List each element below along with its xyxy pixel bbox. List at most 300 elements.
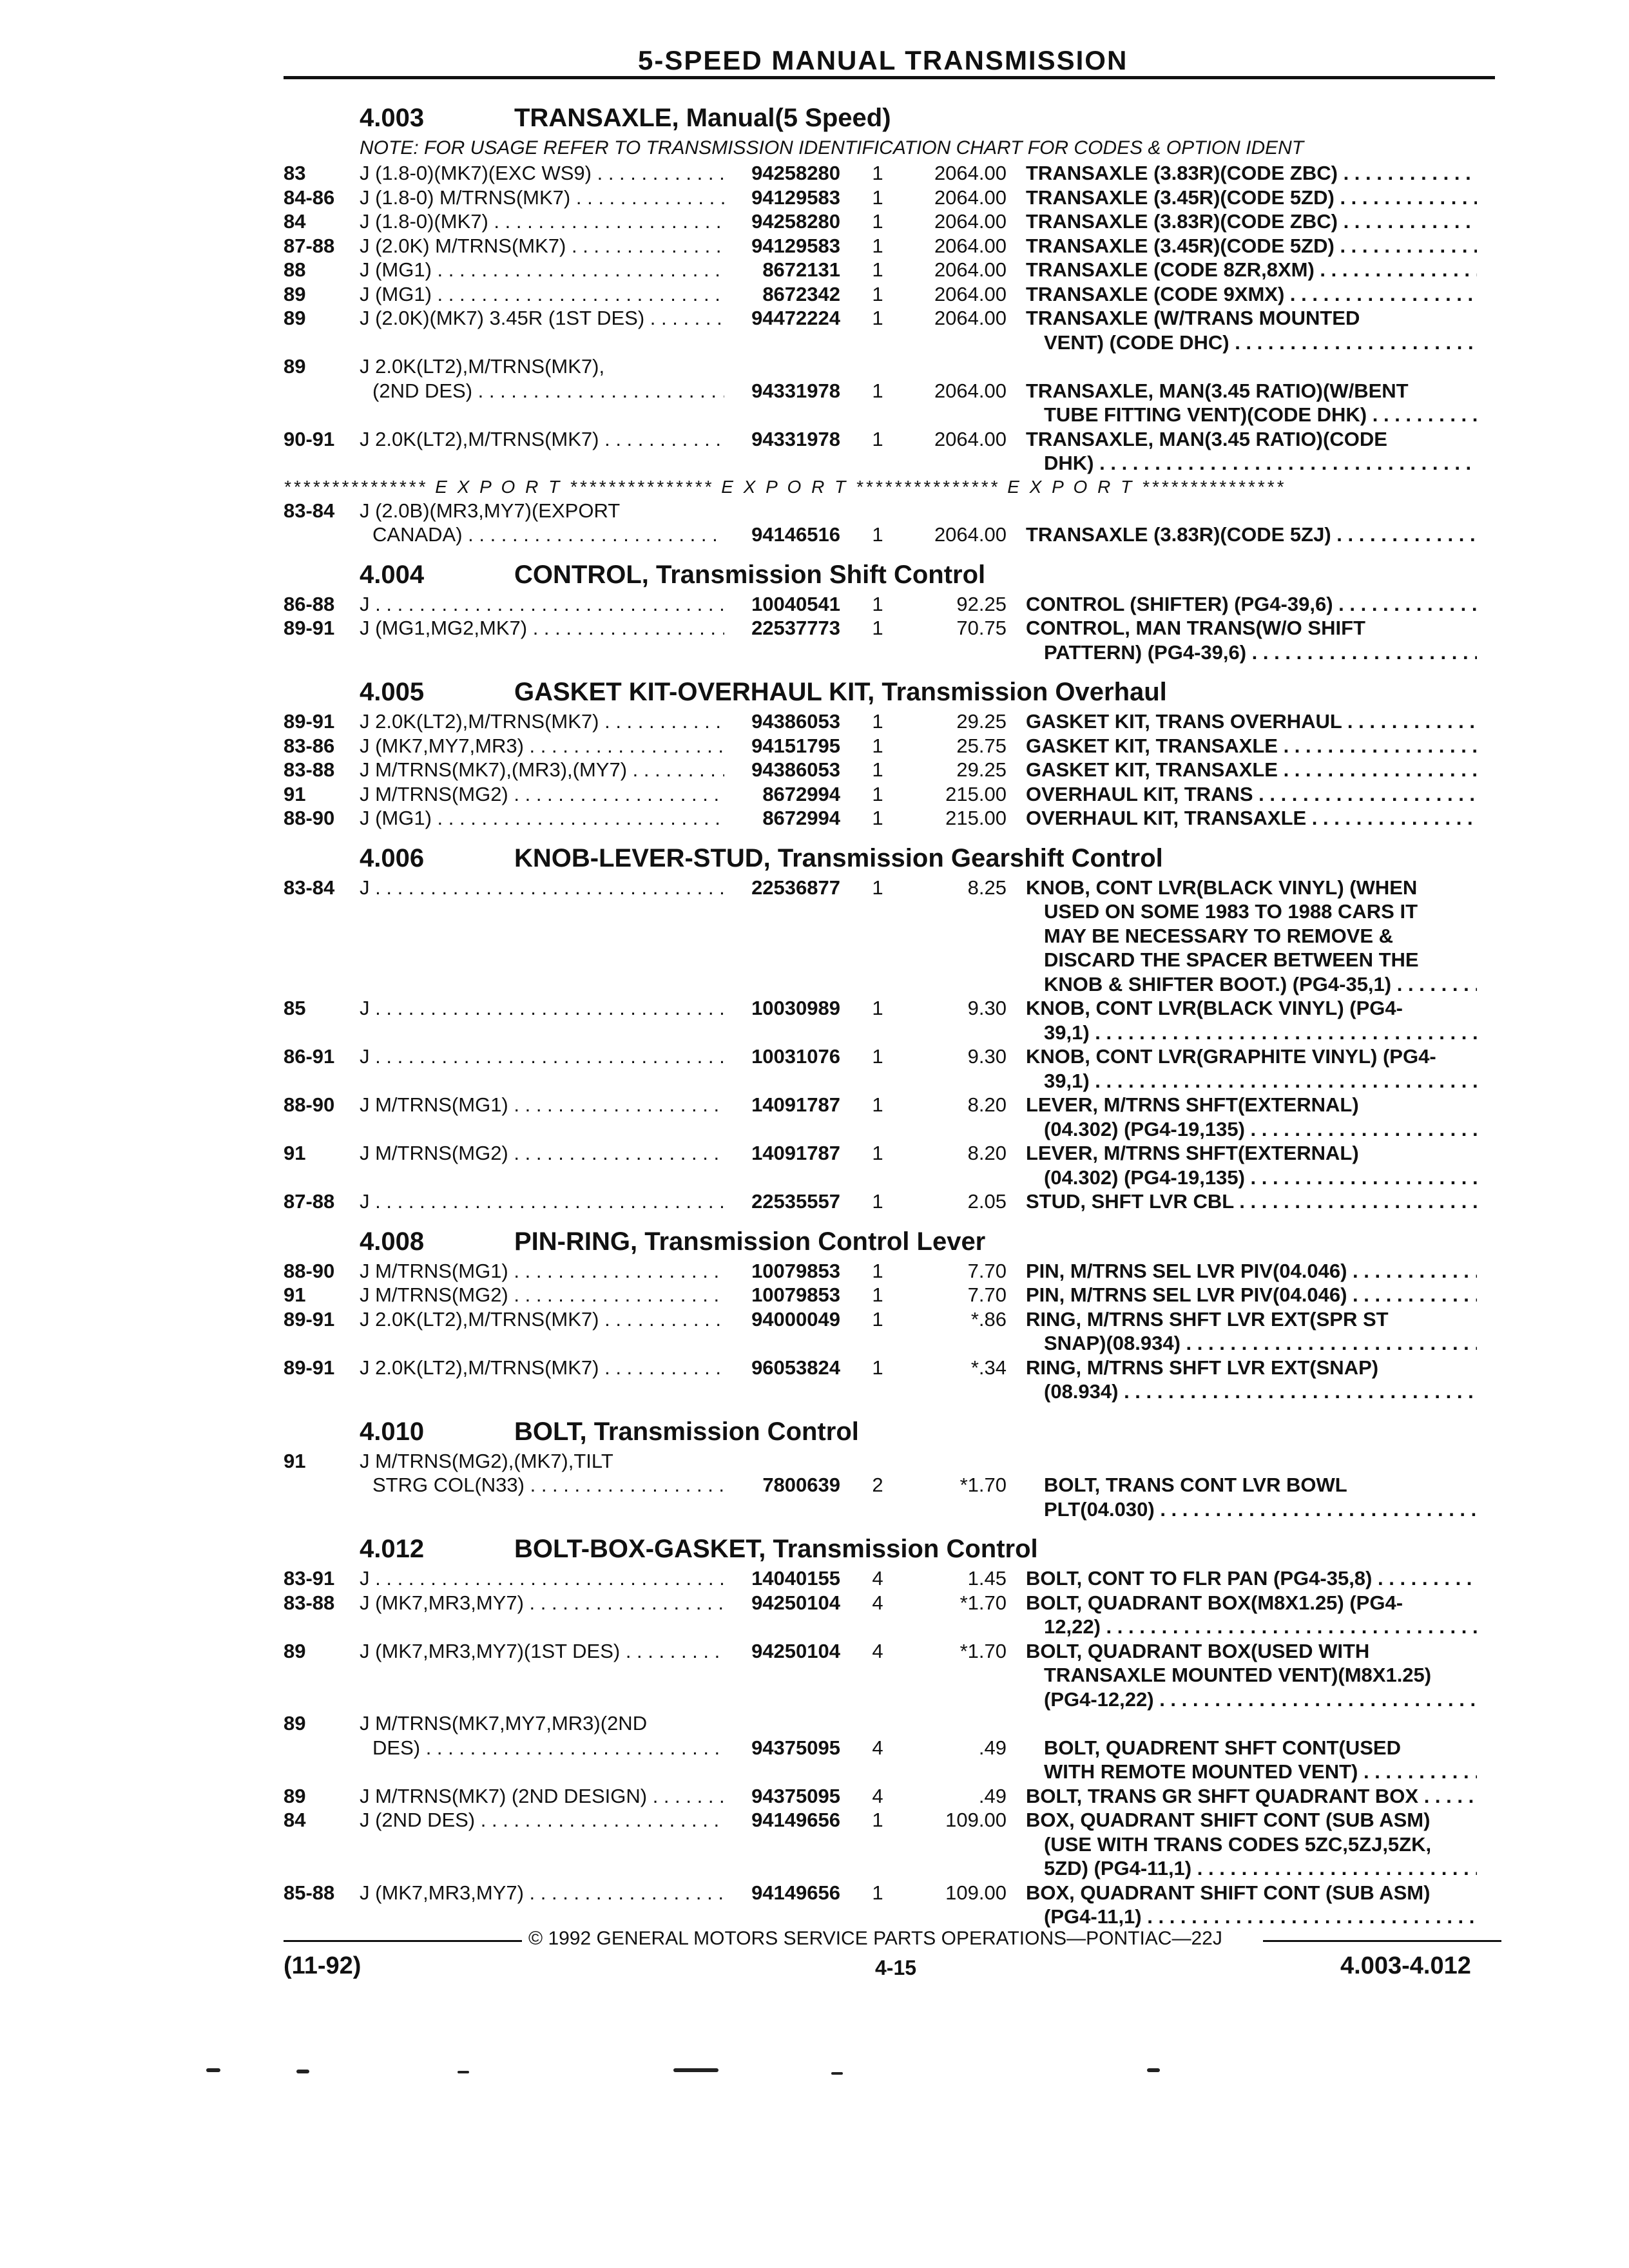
part-description [1026,209,1477,234]
quantity: 1 [872,807,883,829]
description-line: BOX, QUADRANT SHIFT CONT (SUB ASM) [1026,1809,1431,1831]
description-line: CONTROL (SHIFTER) (PG4-39,6) . . . [1026,592,1477,617]
model-years: 91 [284,782,306,805]
description-line: (PG4-11,1) . . . [1026,1905,1477,1929]
part-description [1026,1044,1477,1093]
usage-line: J (MK7,MR3,MY7) . . . [360,1881,724,1905]
model-years: 88-90 [284,807,335,829]
description-line: PATTERN) (PG4-39,6) . . . [1026,640,1477,665]
description-line: TRANSAXLE MOUNTED VENT)(M8X1.25) [1044,1664,1432,1686]
part-description [1026,1093,1477,1141]
usage-description [360,306,724,331]
part-row [284,1711,1495,1784]
parts-listing [284,90,1495,1929]
description-line: 12,22) . . . [1026,1615,1477,1639]
part-number: 22537773 [751,617,840,639]
usage-description [360,709,724,734]
usage-line: J M/TRNS(MK7),(MR3),(MY7) . . . [360,758,724,782]
part-number: 10079853 [751,1283,840,1306]
list-price: 109.00 [945,1881,1007,1904]
usage-description [360,499,724,547]
description-line: PLT(04.030) . . . [1026,1497,1477,1522]
footer-rule-right [1263,1940,1501,1942]
scan-speck [673,2068,718,2072]
model-years: 91 [284,1142,306,1164]
list-price: *1.70 [959,1639,1007,1662]
copyright-notice: © 1992 GENERAL MOTORS SERVICE PARTS OPERATIONS—PONTIAC—22J [528,1928,1222,1949]
list-price: 2064.00 [934,523,1007,546]
part-number: 94386053 [751,710,840,733]
part-description [1026,1711,1477,1784]
model-years: 85 [284,997,306,1019]
usage-line: J 2.0K(LT2),M/TRNS(MK7) . . . [360,1356,724,1380]
quantity: 1 [872,1093,883,1116]
part-number: 94331978 [751,427,840,450]
list-price: 29.25 [956,758,1007,781]
model-years: 83-88 [284,1591,335,1614]
part-number: 94331978 [751,379,840,402]
part-description [1026,758,1477,782]
part-number: 14091787 [751,1142,840,1164]
part-description [1026,782,1477,807]
part-number: 94250104 [751,1639,840,1662]
part-number: 14091787 [751,1093,840,1116]
description-line: (04.302) (PG4-19,135) . . . [1026,1117,1477,1142]
part-description [1026,234,1477,258]
model-years: 84 [284,1809,306,1831]
description-line: CONTROL, MAN TRANS(W/O SHIFT [1026,617,1365,639]
part-description [1026,1566,1477,1591]
section-title: KNOB-LEVER-STUD, Transmission Gearshift Control [514,843,1163,872]
list-price: 2064.00 [934,258,1007,281]
quantity: 1 [872,734,883,757]
part-number: 94151795 [751,734,840,757]
usage-description [360,1093,724,1117]
description-line: KNOB, CONT LVR(GRAPHITE VINYL) (PG4- [1026,1045,1436,1068]
usage-description [360,1711,724,1760]
part-description [1026,1189,1477,1214]
part-row [284,734,1495,758]
part-number: 22535557 [751,1190,840,1213]
part-description [1026,709,1477,734]
list-price: 92.25 [956,592,1007,615]
quantity: 1 [872,997,883,1019]
part-description [1026,1356,1477,1404]
model-years: 88-90 [284,1259,335,1282]
quantity: 1 [872,1045,883,1068]
usage-line: J (1.8-0)(MK7) . . . [360,209,724,234]
model-years: 89 [284,307,306,329]
usage-line: J (MG1) . . . [360,258,724,282]
scan-speck [831,2072,843,2075]
usage-line: J M/TRNS(MG2) . . . [360,782,724,807]
part-row [284,758,1495,782]
usage-description [360,1356,724,1380]
section-number: 4.008 [360,1227,425,1256]
usage-description [360,1044,724,1069]
model-years: 83 [284,162,306,184]
list-price: 70.75 [956,617,1007,639]
description-line: TRANSAXLE, MAN(3.45 RATIO)(W/BENT [1026,379,1409,402]
description-line: WITH REMOTE MOUNTED VENT) . . . [1026,1760,1477,1784]
description-line: TRANSAXLE (3.83R)(CODE 5ZJ) . . . [1026,523,1477,547]
part-description [1026,523,1477,547]
list-price: 9.30 [967,1045,1007,1068]
list-price: *.86 [970,1307,1007,1331]
description-line: 39,1) . . . [1026,1069,1477,1093]
part-number: 94472224 [751,307,840,329]
description-line: PIN, M/TRNS SEL LVR PIV(04.046) . . . [1026,1259,1477,1283]
usage-line: J M/TRNS(MK7,MY7,MR3)(2ND [360,1712,648,1735]
model-years: 91 [284,1283,306,1306]
part-description [1026,1259,1477,1283]
usage-description [360,258,724,282]
usage-line: J . . . [360,876,724,900]
section-title: TRANSAXLE, Manual(5 Speed) [514,104,891,132]
section-header [284,547,1495,592]
list-price: 2.05 [967,1190,1007,1213]
model-years: 83-88 [284,758,335,781]
section-title: BOLT-BOX-GASKET, Transmission Control [514,1535,1038,1563]
description-line: KNOB, CONT LVR(BLACK VINYL) (WHEN [1026,876,1418,899]
model-years: 84 [284,210,306,233]
part-row [284,1639,1495,1712]
model-years: 89-91 [284,1307,335,1331]
usage-line: J (2.0K) M/TRNS(MK7) . . . [360,234,724,258]
quantity: 1 [872,782,883,805]
usage-description [360,592,724,617]
usage-description [360,806,724,831]
usage-description [360,1881,724,1905]
description-line: SNAP)(08.934) . . . [1026,1331,1477,1356]
part-description [1026,616,1477,664]
scan-speck [1147,2068,1160,2072]
part-row [284,161,1495,186]
part-row [284,282,1495,307]
usage-line: J . . . [360,1189,724,1214]
quantity: 1 [872,1190,883,1213]
usage-description [360,1259,724,1283]
model-years: 87-88 [284,234,335,257]
quantity: 2 [872,1474,883,1496]
description-line: 39,1) . . . [1026,1021,1477,1045]
quantity: 1 [872,1307,883,1331]
usage-line: J M/TRNS(MG1) . . . [360,1093,724,1117]
quantity: 1 [872,710,883,733]
usage-description [360,782,724,807]
description-line: 5ZD) (PG4-11,1) . . . [1026,1856,1477,1881]
part-row [284,1808,1495,1881]
part-number: 14040155 [751,1567,840,1590]
description-line: TRANSAXLE (CODE 9XMX) . . . [1026,282,1477,307]
part-row [284,876,1495,997]
section-header [284,831,1495,876]
part-number: 94386053 [751,758,840,781]
usage-line: CANADA) . . . [360,523,724,547]
usage-line: DES) . . . [360,1736,724,1760]
usage-line: J . . . [360,1044,724,1069]
quantity: 1 [872,1356,883,1379]
part-row [284,1283,1495,1307]
description-line: LEVER, M/TRNS SHFT(EXTERNAL) [1026,1142,1359,1164]
quantity: 4 [872,1567,883,1590]
section-title: BOLT, Transmission Control [514,1417,859,1446]
usage-description [360,616,724,640]
usage-line: J . . . [360,996,724,1021]
part-row [284,354,1495,427]
part-description [1026,996,1477,1044]
quantity: 4 [872,1639,883,1662]
description-line: (PG4-12,22) . . . [1026,1687,1477,1712]
list-price: 2064.00 [934,307,1007,329]
part-number: 94250104 [751,1591,840,1614]
usage-line: J (2.0K)(MK7) 3.45R (1ST DES) . . . [360,306,724,331]
usage-description [360,734,724,758]
description-line: DISCARD THE SPACER BETWEEN THE [1044,948,1419,971]
model-years: 86-88 [284,592,335,615]
description-line: KNOB, CONT LVR(BLACK VINYL) (PG4- [1026,997,1403,1019]
description-line: (08.934) . . . [1026,1379,1477,1404]
part-description [1026,806,1477,831]
usage-description [360,1449,724,1497]
usage-description [360,282,724,307]
list-price: 1.45 [967,1567,1007,1590]
model-years: 89 [284,1712,306,1735]
model-years: 83-84 [284,499,335,522]
quantity: 1 [872,379,883,402]
list-price: 109.00 [945,1809,1007,1831]
list-price: 2064.00 [934,162,1007,184]
part-number: 94146516 [751,523,840,546]
description-line: (USE WITH TRANS CODES 5ZC,5ZJ,5ZK, [1044,1832,1432,1856]
usage-description [360,186,724,210]
part-description [1026,1283,1477,1307]
description-line: TUBE FITTING VENT)(CODE DHK) . . . [1026,403,1477,427]
quantity: 1 [872,523,883,546]
part-row [284,1356,1495,1404]
description-line: RING, M/TRNS SHFT LVR EXT(SNAP) [1026,1356,1379,1379]
part-description [1026,1141,1477,1189]
model-years: 89 [284,355,306,378]
usage-line: J (MG1) . . . [360,282,724,307]
model-years: 89-91 [284,617,335,639]
model-years: 89-91 [284,710,335,733]
usage-note: NOTE: FOR USAGE REFER TO TRANSMISSION IDENTIFICATION CHART FOR CODES & OPTION IDENT [360,137,1304,159]
model-years: 83-86 [284,734,335,757]
model-years: 89 [284,282,306,305]
part-row [284,709,1495,734]
section-header [284,1521,1495,1566]
quantity: 1 [872,162,883,184]
part-description [1026,186,1477,210]
description-line: TRANSAXLE, MAN(3.45 RATIO)(CODE [1026,427,1387,450]
quantity: 4 [872,1784,883,1807]
model-years: 88-90 [284,1093,335,1116]
part-number: 8672131 [762,258,840,281]
part-number: 8672342 [762,282,840,305]
description-line: RING, M/TRNS SHFT LVR EXT(SPR ST [1026,1307,1389,1331]
model-years: 89 [284,1639,306,1662]
quantity: 4 [872,1591,883,1614]
section-header [284,1404,1495,1449]
usage-line: J M/TRNS(MG2) . . . [360,1283,724,1307]
list-price: 2064.00 [934,186,1007,209]
part-row [284,1881,1495,1929]
description-line: BOLT, TRANS CONT LVR BOWL [1044,1474,1347,1496]
usage-description [360,161,724,186]
part-description [1026,161,1477,186]
usage-line: J (MK7,MR3,MY7)(1ST DES) . . . [360,1639,724,1664]
section-title: CONTROL, Transmission Shift Control [514,560,986,589]
list-price: 8.20 [967,1093,1007,1116]
section-number: 4.003 [360,104,425,132]
section-number: 4.004 [360,560,425,589]
model-years: 89-91 [284,1356,335,1379]
description-line: BOLT, QUADRENT SHFT CONT(USED [1044,1736,1401,1759]
quantity: 4 [872,1736,883,1759]
list-price: 9.30 [967,997,1007,1019]
usage-description [360,1784,724,1809]
description-line: MAY BE NECESSARY TO REMOVE & [1044,924,1394,947]
description-line: BOLT, QUADRANT BOX(M8X1.25) (PG4- [1026,1591,1403,1614]
list-price: *1.70 [959,1474,1007,1496]
description-line: BOLT, CONT TO FLR PAN (PG4-35,8) . . . [1026,1566,1477,1591]
section-number: 4.010 [360,1417,425,1446]
description-line [1026,1449,1477,1474]
part-row [284,258,1495,282]
model-years: 89 [284,1784,306,1807]
description-line: LEVER, M/TRNS SHFT(EXTERNAL) [1026,1093,1359,1116]
part-row [284,1189,1495,1214]
list-price: 2064.00 [934,427,1007,450]
part-description [1026,1449,1477,1522]
usage-line: J M/TRNS(MG2),(MK7),TILT [360,1449,613,1472]
section-number: 4.005 [360,678,425,706]
usage-line: J (MG1) . . . [360,806,724,831]
part-number: 8672994 [762,782,840,805]
model-years: 88 [284,258,306,281]
usage-line: J . . . [360,1566,724,1591]
part-row [284,1449,1495,1522]
part-number: 94000049 [751,1307,840,1331]
scan-speck [296,2070,309,2073]
scan-speck [206,2068,220,2072]
part-description [1026,876,1477,997]
page-header-title: 5-SPEED MANUAL TRANSMISSION [638,45,1128,75]
section-header [284,90,1495,135]
part-row [284,1044,1495,1093]
part-number: 22536877 [751,876,840,899]
part-row [284,427,1495,476]
part-row [284,499,1495,547]
description-line: (04.302) (PG4-19,135) . . . [1026,1166,1477,1190]
description-line: VENT) (CODE DHC) . . . [1026,331,1477,355]
description-line: TRANSAXLE (3.83R)(CODE ZBC) . . . [1026,209,1477,234]
part-description [1026,734,1477,758]
usage-line: J (1.8-0)(MK7)(EXC WS9) . . . [360,161,724,186]
part-description [1026,1307,1477,1356]
list-price: .49 [978,1736,1007,1759]
part-row [284,1784,1495,1809]
model-years: 87-88 [284,1190,335,1213]
part-number: 94149656 [751,1809,840,1831]
list-price: 7.70 [967,1283,1007,1306]
list-price: 29.25 [956,710,1007,733]
part-row [284,1093,1495,1141]
description-line: BOX, QUADRANT SHIFT CONT (SUB ASM) [1026,1881,1431,1904]
list-price: 7.70 [967,1259,1007,1282]
part-description [1026,306,1477,354]
description-line: BOLT, QUADRANT BOX(USED WITH [1026,1639,1370,1662]
usage-description [360,209,724,234]
part-description [1026,592,1477,617]
usage-description [360,1189,724,1214]
usage-line: J M/TRNS(MG1) . . . [360,1259,724,1283]
usage-line: J M/TRNS(MK7) (2ND DESIGN) . . . [360,1784,724,1809]
usage-line: J (MG1,MG2,MK7) . . . [360,616,724,640]
part-description [1026,427,1477,476]
description-line: TRANSAXLE (W/TRANS MOUNTED [1026,307,1360,329]
usage-line: J 2.0K(LT2),M/TRNS(MK7) . . . [360,709,724,734]
quantity: 1 [872,876,883,899]
part-number: 10079853 [751,1259,840,1282]
part-row [284,996,1495,1044]
usage-description [360,1283,724,1307]
description-line: OVERHAUL KIT, TRANS . . . [1026,782,1477,807]
model-years: 86-91 [284,1045,335,1068]
page-number: 4-15 [875,1956,917,1979]
footer-rule-left [284,1940,522,1942]
part-number: 96053824 [751,1356,840,1379]
list-price: 2064.00 [934,210,1007,233]
usage-description [360,427,724,452]
export-divider: *************** E X P O R T *************** E X P O R T *************** E X P O R T *************** [284,476,1286,497]
description-line: TRANSAXLE (3.45R)(CODE 5ZD) . . . [1026,234,1477,258]
header-rule [284,76,1495,79]
part-description [1026,1784,1477,1809]
model-years: 90-91 [284,427,335,450]
usage-line: J (MK7,MY7,MR3) . . . [360,734,724,758]
model-years: 91 [284,1449,306,1472]
usage-line: J 2.0K(LT2),M/TRNS(MK7) . . . [360,427,724,452]
part-row [284,186,1495,210]
part-row [284,592,1495,617]
usage-description [360,1307,724,1332]
description-line: TRANSAXLE (CODE 8ZR,8XM) . . . [1026,258,1477,282]
part-row [284,1259,1495,1283]
part-number: 10040541 [751,592,840,615]
quantity: 1 [872,1283,883,1306]
part-number: 94258280 [751,162,840,184]
description-line: KNOB & SHIFTER BOOT.) (PG4-35,1) . . . [1026,972,1477,997]
part-row [284,306,1495,354]
part-row [284,782,1495,807]
usage-description [360,1808,724,1832]
description-line: STUD, SHFT LVR CBL . . . [1026,1189,1477,1214]
part-description [1026,1639,1477,1712]
part-description [1026,258,1477,282]
usage-line: STRG COL(N33) . . . [360,1473,724,1497]
scan-speck [458,2071,469,2073]
list-price: 2064.00 [934,282,1007,305]
usage-description [360,1141,724,1166]
quantity: 1 [872,210,883,233]
part-description [1026,1881,1477,1929]
section-header [284,664,1495,709]
part-description [1026,282,1477,307]
revision-date: (11-92) [284,1952,361,1979]
part-number: 94129583 [751,234,840,257]
